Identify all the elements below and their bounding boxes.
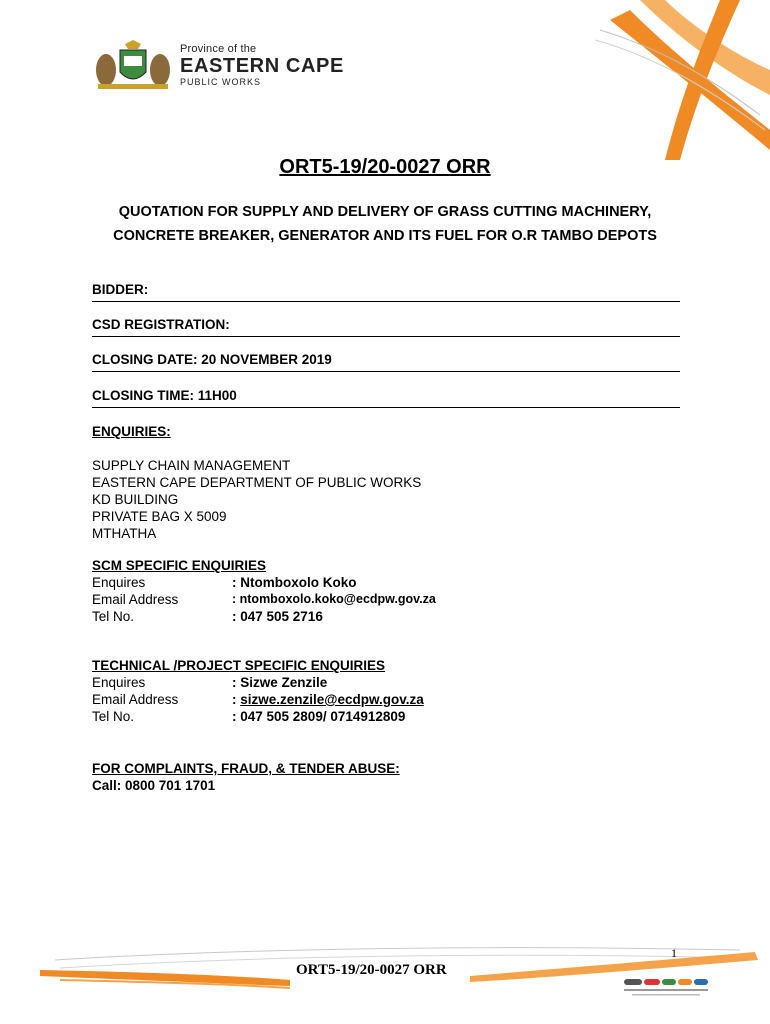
eastern-cape-public-works-logo [92, 40, 392, 90]
technical-contact-name: : Sizwe Zenzile [232, 675, 328, 690]
complaints-call: Call: 0800 701 1701 [92, 778, 216, 793]
address-line: EASTERN CAPE DEPARTMENT OF PUBLIC WORKS [92, 475, 422, 490]
address-line: MTHATHA [92, 526, 157, 541]
scm-email-row [92, 591, 436, 608]
scm-tel: : 047 505 2716 [232, 609, 323, 624]
scm-enquiries-heading: SCM SPECIFIC ENQUIRIES [92, 558, 267, 573]
technical-enquires-row [92, 674, 424, 691]
closing-date-field: CLOSING DATE: 20 NOVEMBER 2019 [92, 352, 680, 372]
orange-swoosh-graphic [570, 0, 770, 170]
label: Tel No. [92, 609, 135, 624]
closing-time-field: CLOSING TIME: 11H00 [92, 388, 680, 408]
technical-enquiries-heading: TECHNICAL /PROJECT SPECIFIC ENQUIRIES [92, 658, 386, 673]
scm-contact-name: : Ntomboxolo Koko [232, 575, 357, 590]
subtitle-line: QUOTATION FOR SUPPLY AND DELIVERY OF GRASS CUTTING MACHINERY, [118, 204, 652, 220]
province-line: Province of the [180, 43, 257, 55]
technical-tel-row [92, 708, 424, 725]
complaints-block [92, 760, 400, 794]
technical-email-link[interactable]: sizwe.zenzile@ecdpw.gov.za [240, 692, 424, 707]
enquiries-heading: ENQUIRIES: [92, 424, 171, 439]
scm-enquires-row [92, 574, 436, 591]
label: Enquires [92, 575, 146, 590]
address-line: SUPPLY CHAIN MANAGEMENT [92, 458, 291, 473]
label: Enquires [92, 675, 146, 690]
coat-of-arms-icon [92, 40, 174, 90]
document-title: ORT5-19/20-0027 ORR [279, 156, 491, 178]
csd-registration-field: CSD REGISTRATION: [92, 317, 680, 337]
label: Email Address [92, 592, 179, 607]
department-name: PUBLIC WORKS [180, 77, 262, 87]
bidder-field: BIDDER: [92, 282, 680, 302]
complaints-heading: FOR COMPLAINTS, FRAUD, & TENDER ABUSE: [92, 761, 400, 776]
scm-enquiries-block [92, 557, 436, 625]
address-line: PRIVATE BAG X 5009 [92, 509, 227, 524]
address-line: KD BUILDING [92, 492, 179, 507]
footer-logo-icon [622, 975, 710, 999]
email-prefix: : [232, 692, 241, 707]
technical-email-row [92, 691, 424, 708]
footer-title: ORT5-19/20-0027 ORR [296, 962, 447, 978]
technical-tel: : 047 505 2809/ 0714912809 [232, 709, 406, 724]
label: Email Address [92, 692, 179, 707]
scm-tel-row [92, 608, 436, 625]
label: Tel No. [92, 709, 135, 724]
province-name: EASTERN CAPE [180, 55, 344, 77]
document-subtitle [80, 200, 690, 248]
technical-enquiries-block [92, 657, 424, 725]
scm-email: : ntomboxolo.koko@ecdpw.gov.za [232, 592, 436, 606]
enquiries-address [92, 457, 421, 542]
subtitle-line: CONCRETE BREAKER, GENERATOR AND ITS FUEL FOR O.R TAMBO DEPOTS [113, 228, 657, 244]
page-number: 1 [671, 946, 677, 960]
